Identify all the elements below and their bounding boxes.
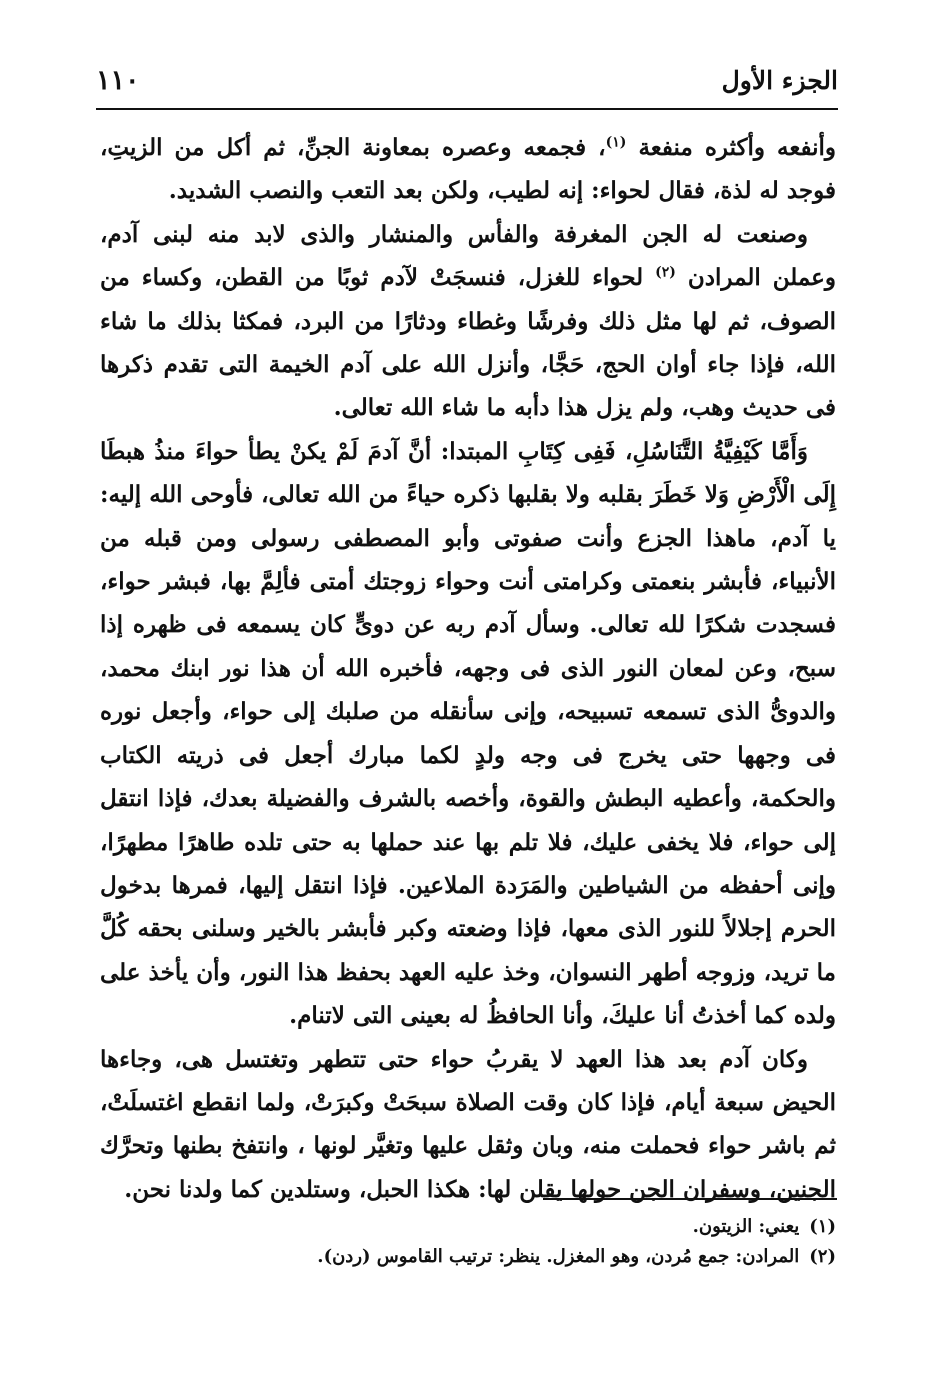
paragraph-2 (100, 213, 836, 430)
paragraph-text: لحواء للغزل، فنسجَتْ لآدم ثوبًا من القطن، وكساء من الصوف، ثم لها مثل ذلك وفرشًا وغطاء ودثارًا من البرد، فمكثا بذلك ما شاء الله، فإذا جاء أوان الحج، حَجَّا، وأنزل الله على آدم الخيمة التى تقدم ذكرها فى حديث وهب، ولم يزل هذا دأبه ما شاء الله تعالى. (100, 264, 836, 422)
page-number: ١١٠ (96, 64, 140, 96)
header-rule (96, 108, 838, 110)
paragraph-text: ، فجمعه وعصره بمعاونة الجنِّ، ثم أكل من الزيتِ، فوجد له لذة، فقال لحواء: إنه لطيب، ولكن بعد التعب والنصب الشديد. (100, 134, 836, 205)
paragraph-1 (100, 126, 836, 213)
running-title: الجزء الأول (721, 65, 838, 95)
page-header (96, 58, 838, 102)
footnotes (100, 1212, 836, 1272)
footnote-text: المرادن: جمع مُردن، وهو المغزل. ينظر: ترتيب القاموس (ردن). (317, 1246, 800, 1267)
paragraph-3: وَأَمَّا كَيْفِيَّةُ التَّنَاسُلِ، فَفِى كِتَابِ المبتدا: أنَّ آدمَ لَمْ يكنْ يطأ حواءَ منذُ هبطَا إِلَى الْأَرْضِ وَلا خَطَرَ بقلبه ولا بقلبها ذكره حياءً من الله تعالى، فأوحى الله إليه: يا آدم، ماهذا الجزع وأنت صفوتى وأبو المصطفى رسولى ومن قبله من الأنبياء، فأبشر بنعمتى وكرامتى أنت وحواء زوجتك أمتى فألِمَّ بها، فبشر حواء، فسجدت شكرًا لله تعالى. وسأل آدم ربه عن دوىٍّ كان يسمعه فى ظهره إذا سبح، وعن لمعان النور الذى فى وجهه، فأخبره الله أن هذا نور ابنك محمد، والدوىُّ الذى تسمعه تسبيحه، وإنى سأنقله من صلبك إلى حواء، وأجعل نوره فى وجهها حتى يخرج فى وجه ولدٍ لكما مبارك أجعل فى ذريته الكتاب والحكمة، وأعطيه البطش والقوة، وأخصه بالشرف والفضيلة بعدك، فإذا انتقل إلى حواء، فلا يخفى عليك، فلا تلم بها عند حملها به حتى تلده طاهرًا مطهرًا، وإنى أحفظه من الشياطين والمَرَدة الملاعين. فإذا انتقل إليها، فمرها بدخول الحرم إجلالاً للنور الذى معها، فإذا وضعته وكبر فأبشر بالخير وسلنى بحقه كُلَّ ما تريد، وزوجه أطهر النسوان، وخذ عليه العهد بحفظ هذا النور، وأن يأخذ على ولده كما أخذتُ أنا عليكَ، وأنا الحافظُ له بعينى التى لاتنام. (100, 437, 836, 1030)
footnote-2 (100, 1242, 836, 1272)
footnote-ref-1: (١) (605, 134, 627, 151)
main-text (100, 126, 836, 1211)
paragraph-text: وصنعت له الجن المغرفة والفأس والمنشار والذى لابد منه لبنى آدم، وعملن المرادن (100, 220, 836, 292)
paragraph-text: وأنفعه وأكثره منفعة (626, 134, 836, 161)
footnote-text: يعني: الزيتون. (692, 1216, 800, 1237)
footnote-1 (100, 1212, 836, 1242)
footnote-ref-2: (٢) (655, 264, 676, 281)
footnote-number: (٢) (809, 1246, 836, 1267)
footnote-rule (543, 1198, 837, 1200)
footnote-number: (١) (809, 1216, 836, 1237)
paragraph-4: وكان آدم بعد هذا العهد لا يقربُ حواء حتى تتطهر وتغتسل هى، وجاءها الحيض سبعة أيام، فإذا كان وقت الصلاة سبحَتْ وكبرَتْ، ولما انقطع اغتسلَتْ، ثم باشر حواء فحملت منه، وبان وثقل عليها وتغيَّر لونها ، وانتفخ بطنها وتحرَّك الجنين، وسفران الجن حولها يقلن لها: هكذا الحبل، وستلدين كما ولدنا نحن. (100, 1045, 836, 1203)
